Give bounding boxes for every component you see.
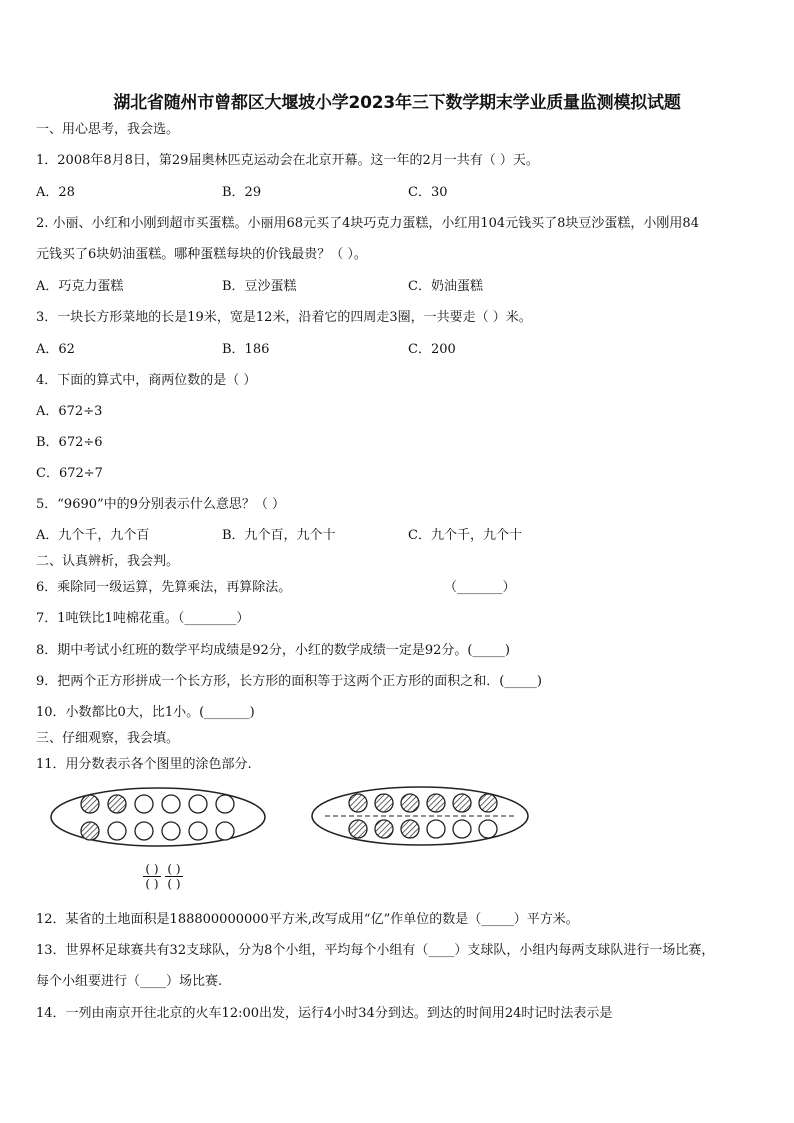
- right-ellipse-figure: [312, 787, 528, 845]
- left-ellipse-figure: [51, 788, 265, 846]
- q5-option-c[interactable]: C．九个千，九个十: [408, 528, 522, 543]
- question-10: 10．小数都比0大，比1小。(_______): [36, 705, 255, 720]
- right-circle-shaded: [401, 820, 419, 838]
- section-heading-1: 一、用心思考，我会选。: [36, 122, 180, 137]
- q3-option-a[interactable]: A．62: [36, 342, 75, 357]
- left-circle-blank: [216, 795, 234, 813]
- left-circle-blank: [135, 795, 153, 813]
- question-3: 3．一块长方形菜地的长是19米，宽是12米，沿着它的四周走3圈，一共要走（ ）米。: [36, 310, 532, 325]
- q2-option-a[interactable]: A．巧克力蛋糕: [36, 279, 124, 294]
- question-1: 1．2008年8月8日，第29届奥林匹克运动会在北京开幕。这一年的2月一共有（ ）天。: [36, 153, 539, 168]
- left-circle-blank: [189, 822, 207, 840]
- question-13-line-2: 每个小组要进行（____）场比赛.: [36, 974, 223, 989]
- right-circle-shaded: [479, 794, 497, 812]
- left-circle-blank: [216, 822, 234, 840]
- right-circle-blank: [479, 820, 497, 838]
- left-circle-blank: [162, 822, 180, 840]
- fraction-answer-2[interactable]: [165, 862, 183, 891]
- question-11: 11．用分数表示各个图里的涂色部分.: [36, 757, 252, 772]
- right-circle-shaded: [375, 794, 393, 812]
- q2-option-b[interactable]: B．豆沙蛋糕: [222, 279, 297, 294]
- question-7: 7．1吨铁比1吨棉花重。（________）: [36, 611, 250, 626]
- q2-option-c[interactable]: C．奶油蛋糕: [408, 279, 483, 294]
- right-circle-shaded: [349, 820, 367, 838]
- question-4: 4．下面的算式中，商两位数的是（ ）: [36, 373, 257, 388]
- fraction-2-denominator: ( ): [167, 877, 181, 891]
- question-14: 14．一列由南京开往北京的火车12:00出发，运行4小时34分到达。到达的时间用24时记时法表示是: [36, 1006, 613, 1021]
- question-9: 9．把两个正方形拼成一个长方形，长方形的面积等于这两个正方形的面积之和．(_____): [36, 674, 542, 689]
- question-12: 12．某省的土地面积是188800000000平方米,改写成用“亿”作单位的数是（_____）平方米。: [36, 912, 579, 927]
- right-circle-shaded: [375, 820, 393, 838]
- q1-option-a[interactable]: A．28: [36, 185, 75, 200]
- q1-option-c[interactable]: C．30: [408, 185, 448, 200]
- fraction-answer-1[interactable]: [143, 862, 161, 891]
- left-circle-shaded: [81, 822, 99, 840]
- question-2-line-2: 元钱买了6块奶油蛋糕。哪种蛋糕每块的价钱最贵？（ ）。: [36, 247, 367, 262]
- q5-option-a[interactable]: A．九个千，九个百: [36, 528, 150, 543]
- left-circle-blank: [108, 822, 126, 840]
- question-5: 5．“9690”中的9分别表示什么意思？（ ）: [36, 497, 286, 512]
- left-circle-blank: [189, 795, 207, 813]
- q4-option-c[interactable]: C．672÷7: [36, 466, 103, 481]
- question-2-line-1: 2. 小丽、小红和小刚到超市买蛋糕。小丽用68元买了4块巧克力蛋糕，小红用104元钱买了8块豆沙蛋糕，小刚用84: [36, 216, 699, 231]
- right-circle-shaded: [401, 794, 419, 812]
- fraction-1-numerator: ( ): [143, 862, 161, 877]
- left-circle-shaded: [81, 795, 99, 813]
- left-circle-blank: [162, 795, 180, 813]
- section-heading-2: 二、认真辨析，我会判。: [36, 554, 180, 569]
- q5-option-b[interactable]: B．九个百，九个十: [222, 528, 336, 543]
- q1-option-b[interactable]: B．29: [222, 185, 262, 200]
- right-circle-shaded: [453, 794, 471, 812]
- right-circle-shaded: [349, 794, 367, 812]
- question-8: 8．期中考试小红班的数学平均成绩是92分，小红的数学成绩一定是92分。(_____): [36, 643, 510, 658]
- page-title: 湖北省随州市曾都区大堰坡小学2023年三下数学期末学业质量监测模拟试题: [113, 93, 681, 113]
- fraction-1-denominator: ( ): [145, 877, 159, 891]
- q4-option-a[interactable]: A．672÷3: [36, 404, 103, 419]
- left-circle-shaded: [108, 795, 126, 813]
- right-circle-blank: [427, 820, 445, 838]
- right-circle-blank: [453, 820, 471, 838]
- q11-figure: [40, 782, 550, 852]
- q3-option-c[interactable]: C．200: [408, 342, 456, 357]
- fraction-2-numerator: ( ): [165, 862, 183, 877]
- q6-answer-blank[interactable]: （_______）: [444, 580, 516, 595]
- question-13-line-1: 13．世界杯足球赛共有32支球队，分为8个小组，平均每个小组有（____）支球队，小组内每两支球队进行一场比赛，: [36, 943, 715, 958]
- left-circle-blank: [135, 822, 153, 840]
- q4-option-b[interactable]: B．672÷6: [36, 435, 103, 450]
- right-circle-shaded: [427, 794, 445, 812]
- question-6: 6．乘除同一级运算，先算乘法，再算除法。: [36, 580, 292, 595]
- section-heading-3: 三、仔细观察，我会填。: [36, 731, 180, 746]
- q3-option-b[interactable]: B．186: [222, 342, 270, 357]
